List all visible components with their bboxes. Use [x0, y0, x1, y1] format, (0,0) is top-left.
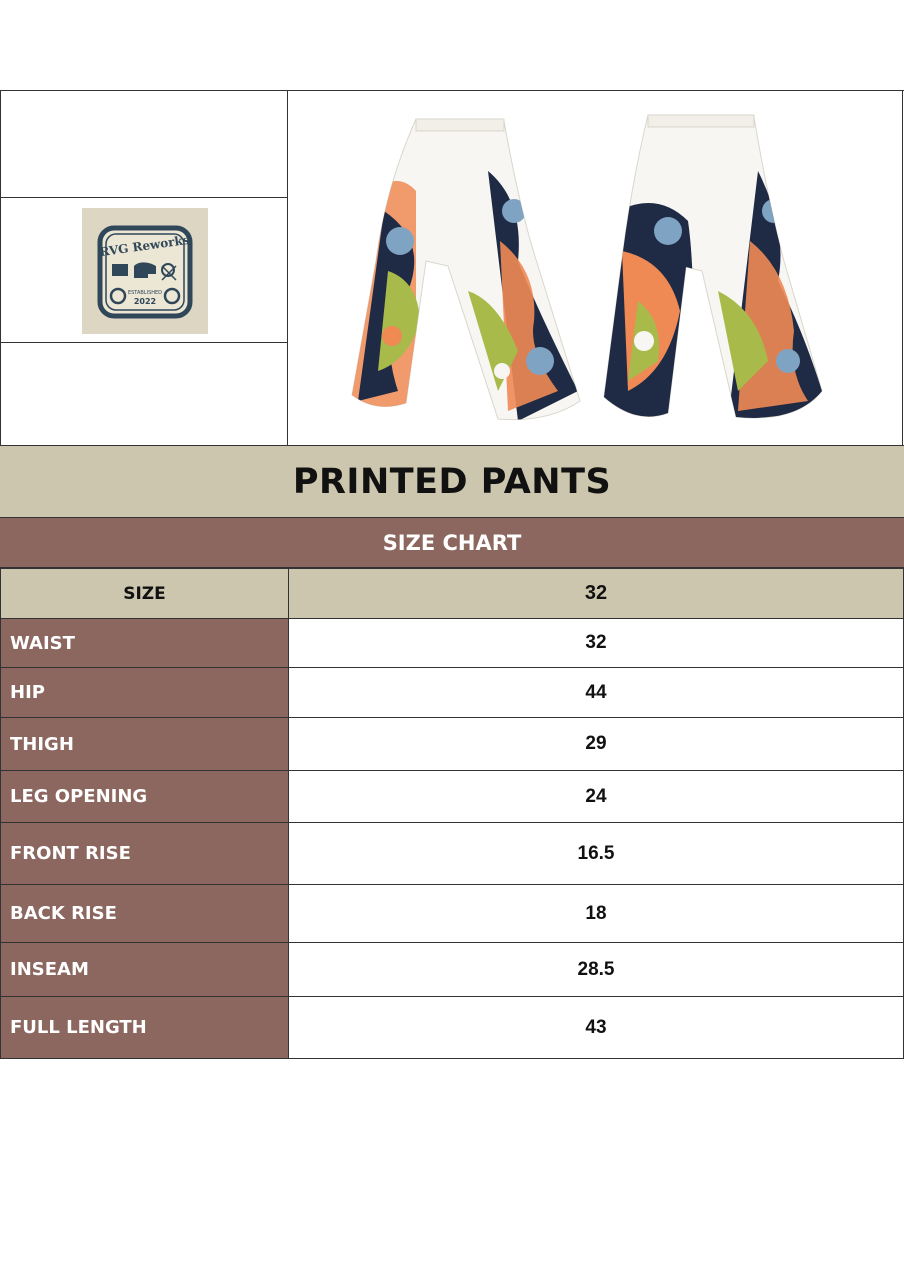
size-header-value: 32 — [289, 569, 904, 619]
front-pants-image — [348, 119, 580, 421]
table-row — [1, 997, 904, 1059]
row-value-front-rise: 16.5 — [289, 823, 904, 885]
size-header-row — [1, 569, 904, 619]
table-row — [1, 718, 904, 771]
table-row — [1, 668, 904, 718]
size-chart-title: SIZE CHART — [382, 530, 522, 555]
table-row — [1, 943, 904, 997]
row-value-thigh: 29 — [289, 718, 904, 771]
empty-cell — [1, 91, 287, 198]
row-value-back-rise: 18 — [289, 885, 904, 943]
table-row — [1, 823, 904, 885]
table-row — [1, 771, 904, 823]
empty-cell — [1, 343, 287, 445]
row-label-front-rise: FRONT RISE — [1, 823, 289, 885]
back-pants-image — [598, 115, 828, 421]
row-label-back-rise: BACK RISE — [1, 885, 289, 943]
product-photo — [288, 91, 903, 445]
header-area — [0, 90, 904, 446]
row-label-full-length: FULL LENGTH — [1, 997, 289, 1059]
row-label-leg-opening: LEG OPENING — [1, 771, 289, 823]
row-label-hip: HIP — [1, 668, 289, 718]
logo-established: ESTABLISHED — [127, 290, 163, 296]
row-label-thigh: THIGH — [1, 718, 289, 771]
row-value-leg-opening: 24 — [289, 771, 904, 823]
logo-text: RVG Reworks — [98, 232, 191, 260]
brand-logo — [82, 208, 208, 334]
row-label-inseam: INSEAM — [1, 943, 289, 997]
title-band — [0, 446, 904, 518]
table-row — [1, 885, 904, 943]
logo-year: 2022 — [133, 297, 157, 306]
logo-column — [0, 91, 288, 445]
size-header-label: SIZE — [1, 569, 289, 619]
size-chart-sheet — [0, 90, 904, 1059]
product-title: PRINTED PANTS — [292, 461, 612, 502]
size-table — [0, 568, 904, 1059]
logo-cell — [1, 198, 287, 343]
row-value-hip: 44 — [289, 668, 904, 718]
table-row — [1, 619, 904, 668]
row-value-inseam: 28.5 — [289, 943, 904, 997]
row-label-waist: WAIST — [1, 619, 289, 668]
row-value-full-length: 43 — [289, 997, 904, 1059]
subtitle-band — [0, 518, 904, 568]
row-value-waist: 32 — [289, 619, 904, 668]
